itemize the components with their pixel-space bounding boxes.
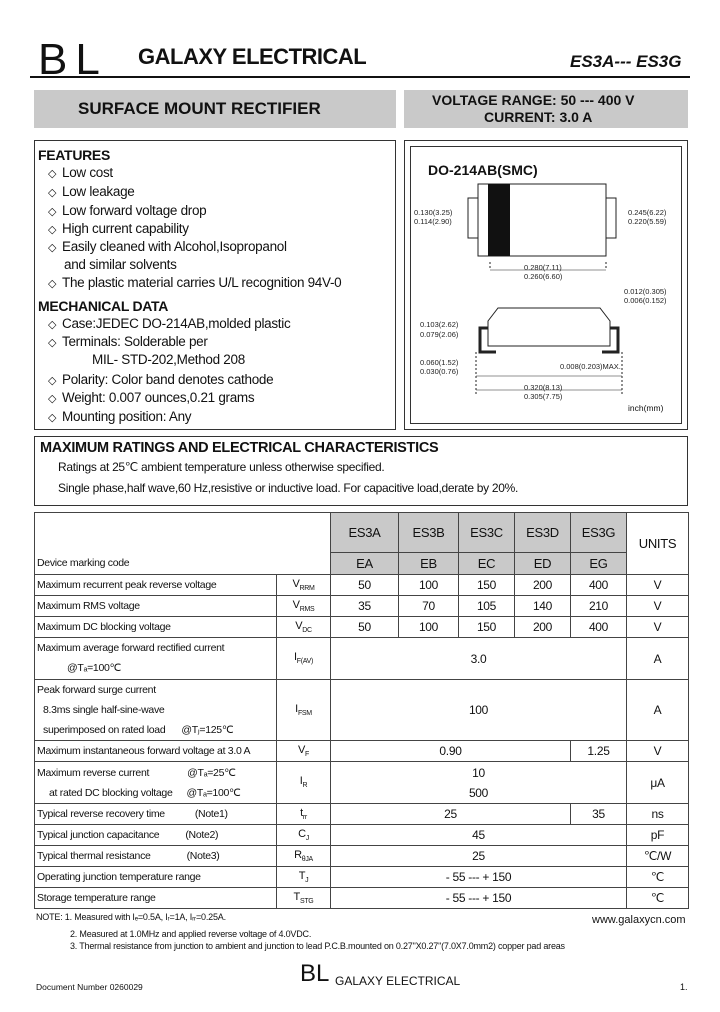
value-cell: 200 [515,575,571,596]
dim-label: 0.305(7.75) [524,392,563,401]
unit-cell: V [627,596,689,617]
feature-item: ◇ Low forward voltage drop [48,203,207,218]
param-symbol: $V_{RRM}$ [277,575,331,596]
diamond-icon: ◇ [48,412,57,424]
logo-initials: BL [38,35,108,84]
part-header: ES3C [459,513,515,553]
value-cell: 45 [331,825,627,846]
unit-cell: ℃ [627,867,689,888]
mechanical-continuation: MIL- STD-202,Method 208 [92,352,245,367]
value-cell: 150 [459,617,515,638]
ratings-note: Ratings at 25℃ ambient temperature unless otherwise specified. [58,460,385,474]
value-cell: 210 [571,596,627,617]
dim-label: 0.012(0.305) [624,287,667,296]
table-row [35,596,689,617]
param-label: Maximum reverse current @Tₐ=25℃ at rated DC blocking voltage @Tₐ=100℃ [35,762,277,804]
feature-continuation: and similar solvents [64,257,177,272]
rating-bar [404,90,688,128]
value-cell: 140 [515,596,571,617]
lead-left [468,198,478,238]
diamond-icon: ◇ [48,337,57,349]
param-symbol: $T_{STG}$ [277,888,331,909]
value-cell: 50 [331,617,399,638]
unit-cell: A [627,680,689,741]
feature-item: ◇ Low leakage [48,184,135,199]
unit-cell: V [627,575,689,596]
units-header: UNITS [627,513,689,575]
param-label: Maximum DC blocking voltage [35,617,277,638]
dim-label: 0.079(2.06) [420,330,459,339]
feature-item: ◇ Easily cleaned with Alcohol,Isopropanol [48,239,287,254]
website-link[interactable]: www.galaxycn.com [592,914,686,926]
feature-item: ◇ High current capability [48,221,189,236]
table-row [35,825,689,846]
marking-label: Device marking code [35,553,331,575]
param-symbol: $C_J$ [277,825,331,846]
footer-company: GALAXY ELECTRICAL [335,974,461,988]
diamond-icon: ◇ [48,375,57,387]
dim-label: 0.114(2.90) [414,217,452,226]
table-row [35,617,689,638]
param-symbol: $V_{RMS}$ [277,596,331,617]
unit-cell: ns [627,804,689,825]
value-cell: - 55 --- + 150 [331,867,627,888]
value-cell: 35 [571,804,627,825]
param-symbol: $V_{DC}$ [277,617,331,638]
diamond-icon: ◇ [48,224,57,236]
table-row [35,846,689,867]
diamond-icon: ◇ [48,187,57,199]
page-number: 1. [680,982,688,992]
unit-cell: μA [627,762,689,804]
current-rating: CURRENT: 3.0 A [484,109,593,125]
table-row [35,804,689,825]
diamond-icon: ◇ [48,278,57,290]
param-label: Typical junction capacitance (Note2) [35,825,277,846]
marking-code: EA [331,553,399,575]
table-row [35,575,689,596]
table-row [35,513,689,553]
unit-cell: ℃/W [627,846,689,867]
diamond-icon: ◇ [48,168,57,180]
feature-item: ◇ Low cost [48,165,113,180]
marking-code: ED [515,553,571,575]
header-rule [30,76,690,78]
table-row [35,762,689,804]
param-label: Maximum instantaneous forward voltage at 3.0 A [35,741,277,762]
param-symbol: $R_{\theta JA}$ [277,846,331,867]
unit-cell: V [627,617,689,638]
table-row [35,741,689,762]
value-cell: 150 [459,575,515,596]
spec-table [34,512,689,909]
marking-code: EB [399,553,459,575]
document-number: Document Number 0260029 [36,982,143,992]
unit-note: inch(mm) [628,403,664,413]
marking-code: EG [571,553,627,575]
company-name: GALAXY ELECTRICAL [138,44,367,69]
param-label: Operating junction temperature range [35,867,277,888]
param-symbol: $T_J$ [277,867,331,888]
diamond-icon: ◇ [48,393,57,405]
ratings-note: Single phase,half wave,60 Hz,resistive or inductive load. For capacitive load,derate by 20%. [58,481,519,495]
dim-label: 0.008(0.203)MAX. [560,362,621,371]
param-label: Maximum recurrent peak reverse voltage [35,575,277,596]
value-cell: 1.25 [571,741,627,762]
part-header: ES3B [399,513,459,553]
value-cell: 35 [331,596,399,617]
value-cell: 100 [399,575,459,596]
value-cell: 100 [399,617,459,638]
lead-right [606,198,616,238]
dim-label: 0.030(0.76) [420,367,459,376]
dim-label: 0.220(5.59) [628,217,667,226]
param-label: Maximum RMS voltage [35,596,277,617]
value-cell: 200 [515,617,571,638]
mechanical-item: ◇ Polarity: Color band denotes cathode [48,372,274,387]
param-label: Typical reverse recovery time (Note1) [35,804,277,825]
value-cell: 400 [571,575,627,596]
value-cell: 3.0 [331,638,627,680]
dim-label: 0.245(6.22) [628,208,667,217]
note-2: 2. Measured at 1.0MHz and applied reverse voltage of 4.0VDC. [70,929,312,939]
features-title: FEATURES [38,147,111,163]
value-cell: 0.90 [331,741,571,762]
package-body-side [488,308,610,346]
table-row [35,680,689,741]
part-range: ES3A--- ES3G [570,52,682,71]
voltage-range: VOLTAGE RANGE: 50 --- 400 V [432,92,635,108]
param-symbol: $t_{rr}$ [277,804,331,825]
value-cell: - 55 --- + 150 [331,888,627,909]
dim-label: 0.130(3.25) [414,208,453,217]
value-cell: 25 [331,846,627,867]
dim-label: 0.320(8.13) [524,383,563,392]
product-title: SURFACE MOUNT RECTIFIER [78,99,321,118]
param-label: Storage temperature range [35,888,277,909]
value-cell: 400 [571,617,627,638]
dim-label: 0.006(0.152) [624,296,667,305]
table-row [35,888,689,909]
param-symbol: $I_{F(AV)}$ [277,638,331,680]
mechanical-item: ◇ Mounting position: Any [48,409,192,424]
mechanical-item: ◇ Weight: 0.007 ounces,0.21 grams [48,390,255,405]
param-symbol: $I_{FSM}$ [277,680,331,741]
note-3: 3. Thermal resistance from junction to ambient and junction to lead P.C.B.mounted on 0.27"X0.27"(7.0X7.0mm2) copper pad areas [70,941,565,951]
part-header: ES3G [571,513,627,553]
dim-label: 0.103(2.62) [420,320,459,329]
marking-code: EC [459,553,515,575]
package-name: DO-214AB(SMC) [428,162,538,178]
param-label: Maximum average forward rectified current @Tₐ=100℃ [35,638,277,680]
product-title-bar [34,90,396,128]
part-header: ES3A [331,513,399,553]
footer-logo: BL [300,960,330,987]
table-row [35,553,689,575]
mechanical-title: MECHANICAL DATA [38,298,169,314]
note-1: NOTE: 1. Measured with Iₑ=0.5A, Iᵣ=1A, Iᵣᵣ=0.25A. [36,912,226,922]
table-row [35,638,689,680]
mechanical-item: ◇ Terminals: Solderable per [48,334,208,349]
param-label: Typical thermal resistance (Note3) [35,846,277,867]
param-label: Peak forward surge current 8.3ms single half-sine-wave superimposed on rated load @Tⱼ=125℃ [35,680,277,741]
diamond-icon: ◇ [48,206,57,218]
unit-cell: ℃ [627,888,689,909]
value-cell: 105 [459,596,515,617]
param-symbol: $I_R$ [277,762,331,804]
value-cell: 50 [331,575,399,596]
dim-label: 0.060(1.52) [420,358,459,367]
value-cell: 10 500 [331,762,627,804]
param-symbol: $V_F$ [277,741,331,762]
part-header: ES3D [515,513,571,553]
unit-cell: pF [627,825,689,846]
value-cell: 70 [399,596,459,617]
diamond-icon: ◇ [48,242,57,254]
mechanical-item: ◇ Case:JEDEC DO-214AB,molded plastic [48,316,291,331]
value-cell: 100 [331,680,627,741]
table-row [35,867,689,888]
dim-label: 0.280(7.11) [524,263,562,272]
dim-label: 0.260(6.60) [524,272,563,281]
value-cell: 25 [331,804,571,825]
ratings-title: MAXIMUM RATINGS AND ELECTRICAL CHARACTERISTICS [40,440,439,456]
feature-item: ◇ The plastic material carries U/L recognition 94V-0 [48,275,342,290]
cathode-band [488,184,510,256]
diamond-icon: ◇ [48,319,57,331]
unit-cell: V [627,741,689,762]
unit-cell: A [627,638,689,680]
